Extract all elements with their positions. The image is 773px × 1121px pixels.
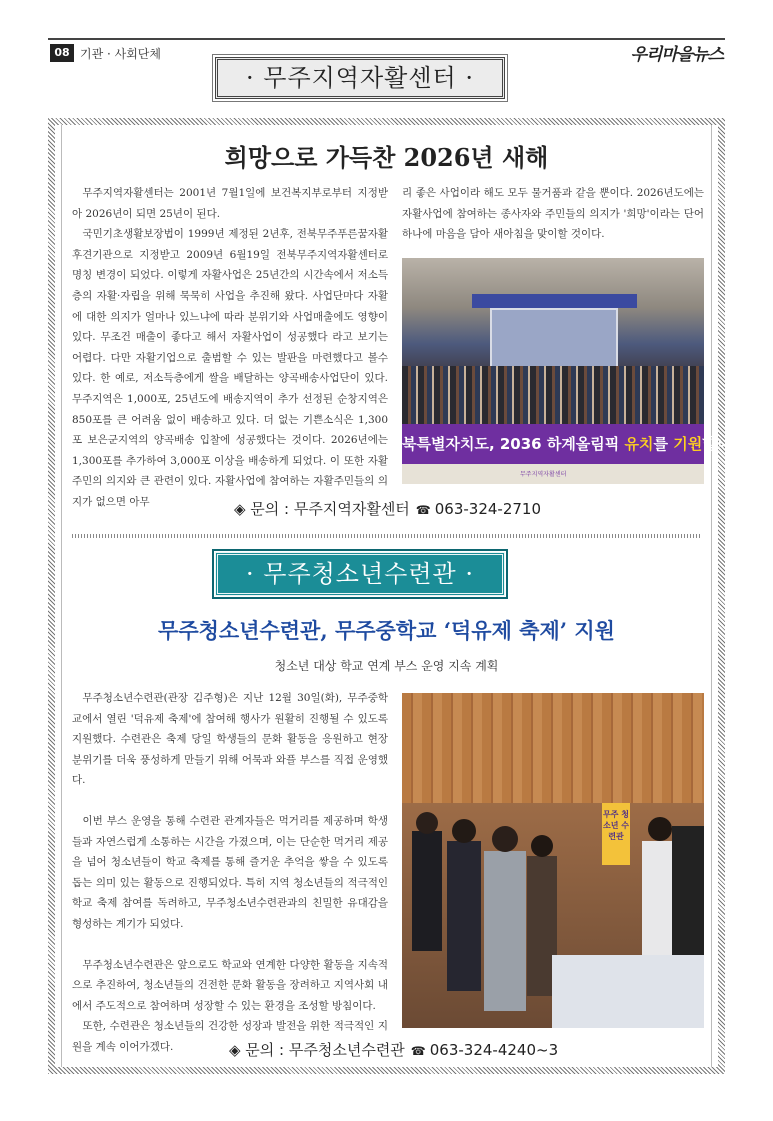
photo-festival-booth bbox=[402, 693, 704, 1028]
phone-icon: ☎ bbox=[410, 1044, 426, 1058]
section-banner-youth: · 무주청소년수련관 · bbox=[215, 552, 505, 596]
photo-banner-footer-text: 무주지역자활센터 bbox=[520, 471, 567, 478]
photo-olympic-banner: 북특별자치도, 2036 하계올림픽 유치를 기원합니다! bbox=[402, 424, 704, 464]
article2-paragraph: 이번 부스 운영을 통해 수련관 관계자들은 먹거리를 제공하며 학생들과 자연스럽게 소통하는 시간을 가졌으며, 이는 단순한 먹거리 제공을 넘어 청소년들이 학교 축제를 통해 즐거운 추억을 쌓을 수 있도록 돕는 의미 있는 활동으로 진행되었다. 특히 지역 청소년들의 적극적인 학교 축제 참여를 독려하고, 무주청소년수련관과의 친밀한 유대감을 형성하는 계기가 되었다. bbox=[72, 814, 388, 930]
article1-column-right bbox=[402, 183, 704, 245]
contact-label: ◈ 문의 : 무주청소년수련관 bbox=[229, 1041, 405, 1059]
article2-paragraph: 또한, 수련관은 청소년들의 건강한 성장과 발전을 위한 적극적인 지원을 계속 이어가겠다. bbox=[72, 1020, 388, 1053]
headline-article2: 무주청소년수련관, 무주중학교 ‘덕유제 축제’ 지원 bbox=[158, 618, 615, 643]
subheadline-article2: 청소년 대상 학교 연계 부스 운영 지속 계획 bbox=[274, 659, 499, 673]
headline-article1: 희망으로 가득찬 2026년 새해 bbox=[224, 143, 549, 172]
article2-paragraph: 무주청소년수련관은 앞으로도 학교와 연계한 다양한 활동을 지속적으로 추진하여, 청소년들의 건전한 문화 활동을 장려하고 지역사회 내에서 주도적으로 참여하며 성장할 수 있는 환경을 조성할 방침이다. bbox=[72, 958, 388, 1012]
article1-paragraph: 국민기초생활보장법이 1999년 제정된 2년후, 전북무주푸른꿈자활후견기관으로 지정받고 2009년 6월19일 전북무주지역자활센터로 명칭 변경이 되었다. 이렇게 자활사업은 25년간의 시간속에서 저소득층의 자활·자립을 위해 묵묵히 사업을 추진해 왔다. 사업단마다 자활에 대한 의지가 얼마나 있느냐에 따라 분위기와 사업매출에도 영향이 있다. 무조건 매출이 좋다고 해서 자활사업이 성공했다 라고 보기는 어렵다. 다만 자활기업으로 출범할 수 있는 발판을 마련했다고 볼수 있다. 한 예로, 저소득층에게 쌀을 배달하는 양곡배송사업단이 있다. 무주지역은 1,000포, 25년도에 배송지역이 추가 선정된 순창지역은 850포를 큰 어려움 없이 배송하고 있다. 더 없는 기쁜소식은 1,300포 보은군지역의 양곡배송 입찰에 성공했다는 것이다. 2026년에는 1,300포를 추가하여 3,000포 이상을 배송하게 되었다. 이 또한 자활주민의 의지와 큰 관련이 있다. 자활사업에 참여하는 자활주민들의 의지가 없으면 아무 bbox=[72, 228, 388, 508]
page-number: 08 bbox=[50, 44, 74, 62]
section-banner-jahwal: · 무주지역자활센터 · bbox=[215, 57, 505, 99]
section-label: 기관 · 사회단체 bbox=[80, 47, 161, 61]
contact-jahwal bbox=[234, 498, 541, 519]
masthead-logo: 우리마을뉴스 bbox=[630, 45, 723, 65]
contact-phone: 063-324-4240~3 bbox=[429, 1041, 559, 1059]
photo-booth-table bbox=[552, 955, 704, 1028]
contact-label: ◈ 문의 : 무주지역자활센터 bbox=[234, 500, 410, 518]
phone-icon: ☎ bbox=[415, 503, 431, 517]
photo-crowd bbox=[402, 366, 704, 428]
contact-phone: 063-324-2710 bbox=[434, 500, 542, 518]
section-divider bbox=[72, 534, 701, 538]
article1-column-left bbox=[72, 183, 388, 513]
photo-group-event bbox=[402, 258, 753, 484]
contact-youth bbox=[229, 1039, 558, 1060]
article2-column bbox=[72, 688, 388, 1058]
photo-stage-title bbox=[472, 294, 637, 308]
photo-booth-sign: 무주 청소년 수련관 bbox=[602, 803, 630, 865]
article1-paragraph-continued: 리 좋은 사업이라 해도 모두 물거품과 같을 뿐이다. 2026년도에는 자활사업에 참여하는 종사자와 주민들의 의지가 '희망'이라는 단어 하나에 마음을 담아 새아침을 맞이할 것이다. bbox=[402, 187, 704, 241]
article2-paragraph: 무주청소년수련관(관장 김주형)은 지난 12월 30일(화), 무주중학교에서 열린 '덕유제 축제'에 참여해 행사가 원활히 진행될 수 있도록 지원했다. 수련관은 축제 당일 학생들의 문화 활동을 응원하고 현장 분위기를 더욱 풍성하게 만들기 위해 어묵과 와플 부스를 직접 운영했다. bbox=[72, 692, 388, 787]
header-rule bbox=[48, 38, 725, 40]
article1-paragraph: 무주지역자활센터는 2001년 7월1일에 보건복지부로부터 지정받아 2026년이 되면 25년이 된다. bbox=[72, 187, 388, 220]
